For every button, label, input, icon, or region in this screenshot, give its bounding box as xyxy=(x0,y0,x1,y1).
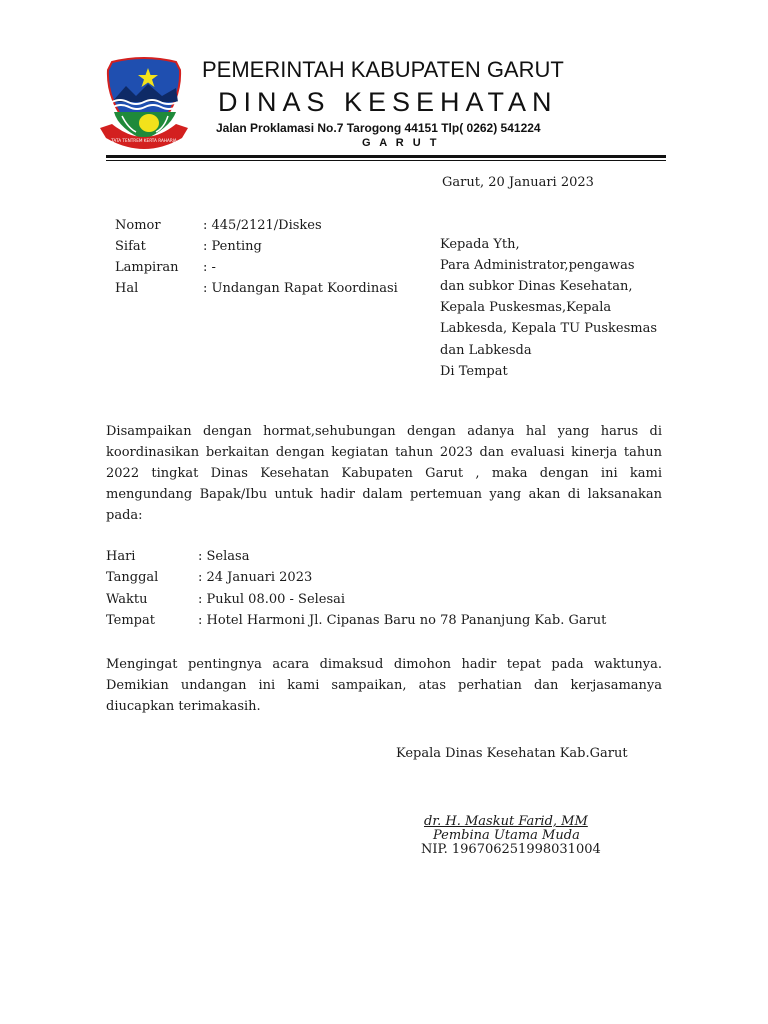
closing-paragraph: Mengingat pentingnya acara dimaksud dimohon hadir tepat pada waktunya. Demikian undangan ini kami sampaikan, atas perhatian dan kerjasamanya diucapkan terimakasih. xyxy=(106,657,662,714)
meta-label-sifat: Sifat xyxy=(115,239,146,254)
recipient-line: Di Tempat xyxy=(440,364,508,379)
recipient-line: dan subkor Dinas Kesehatan, xyxy=(440,279,633,294)
signatory-title: Kepala Dinas Kesehatan Kab.Garut xyxy=(396,746,628,761)
letter-date: Garut, 20 Januari 2023 xyxy=(442,175,594,190)
signatory-rank: Pembina Utama Muda xyxy=(433,828,580,843)
detail-value-hari: : Selasa xyxy=(198,549,250,564)
detail-label-tanggal: Tanggal xyxy=(106,570,159,585)
recipient-line: Labkesda, Kepala TU Puskesmas xyxy=(440,321,657,336)
letterhead-divider-thick xyxy=(106,155,666,158)
garut-emblem-logo xyxy=(98,56,190,156)
recipient-line: Para Administrator,pengawas xyxy=(440,258,635,273)
meta-value-nomor: : 445/2121/Diskes xyxy=(203,218,322,233)
meta-label-nomor: Nomor xyxy=(115,218,161,233)
meta-label-hal: Hal xyxy=(115,281,139,296)
meta-value-hal: : Undangan Rapat Koordinasi xyxy=(203,281,398,296)
meta-label-lampiran: Lampiran xyxy=(115,260,179,275)
government-name: PEMERINTAH KABUPATEN GARUT xyxy=(202,57,564,82)
recipient-line: Kepala Puskesmas,Kepala xyxy=(440,300,612,315)
detail-label-hari: Hari xyxy=(106,549,136,564)
detail-label-tempat: Tempat xyxy=(106,613,155,628)
signatory-name: dr. H. Maskut Farid, MM xyxy=(424,814,588,829)
detail-label-waktu: Waktu xyxy=(106,592,148,607)
detail-value-tanggal: : 24 Januari 2023 xyxy=(198,570,313,585)
detail-value-tempat: : Hotel Harmoni Jl. Cipanas Baru no 78 Pananjung Kab. Garut xyxy=(198,613,607,628)
signatory-nip: NIP. 196706251998031004 xyxy=(421,842,601,857)
svg-text:TATA TENTREM KERTA RAHARJA: TATA TENTREM KERTA RAHARJA xyxy=(111,138,177,143)
letterhead-divider-thin xyxy=(106,160,666,161)
recipient-line: Kepada Yth, xyxy=(440,237,520,252)
meta-value-sifat: : Penting xyxy=(203,239,262,254)
opening-paragraph: Disampaikan dengan hormat,sehubungan dengan adanya hal yang harus di koordinasikan berkaitan dengan kegiatan tahun 2023 dan evaluasi kinerja tahun 2022 tingkat Dinas Kesehatan Kabupaten Garut , maka dengan ini kami mengundang Bapak/Ibu untuk hadir dalam pertemuan yang akan di laksanakan pada: xyxy=(106,424,662,523)
agency-name: DINAS KESEHATAN xyxy=(218,87,558,117)
recipient-line: dan Labkesda xyxy=(440,343,532,358)
agency-city: G A R U T xyxy=(362,137,440,149)
meta-value-lampiran: : - xyxy=(203,260,216,275)
detail-value-waktu: : Pukul 08.00 - Selesai xyxy=(198,592,346,607)
agency-address: Jalan Proklamasi No.7 Tarogong 44151 Tlp( 0262) 541224 xyxy=(216,121,541,135)
